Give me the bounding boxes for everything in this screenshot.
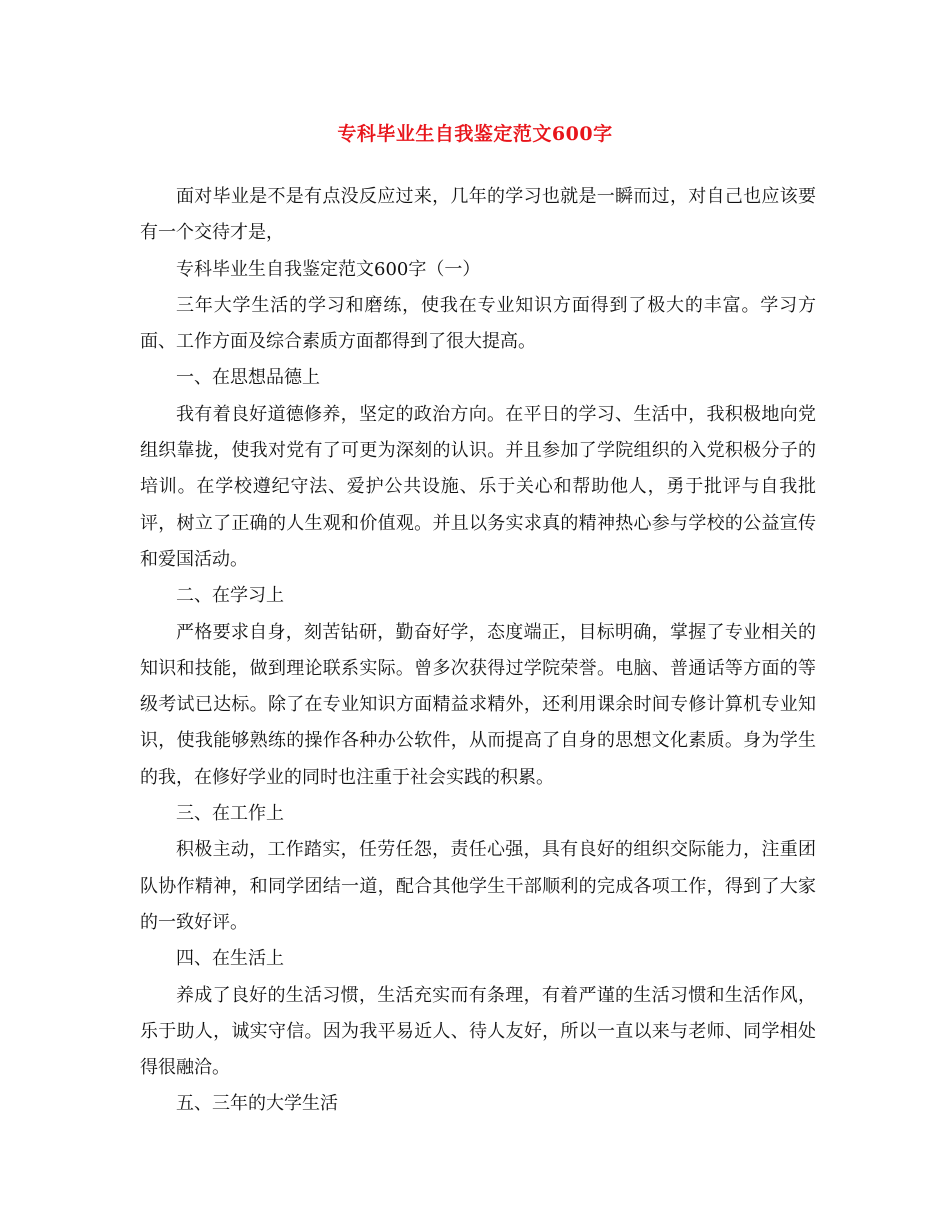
heading-morality: 一、在思想品德上: [176, 367, 320, 389]
heading-college-life: 五、三年的大学生活: [176, 1093, 338, 1115]
document-body: [140, 179, 816, 1123]
heading-work: 三、在工作上: [176, 803, 284, 825]
work-paragraph: 积极主动，工作踏实，任劳任怨，责任心强，具有良好的组织交际能力，注重团队协作精神，和同学团结一道，配合其他学生干部顺利的完成各项工作，得到了大家的一致好评。: [140, 839, 816, 933]
section-subtitle: 专科毕业生自我鉴定范文600字（一）: [176, 258, 481, 280]
life-paragraph: 养成了良好的生活习惯，生活充实而有条理，有着严谨的生活习惯和生活作风，乐于助人，诚实守信。因为我平易近人、待人友好，所以一直以来与老师、同学相处得很融洽。: [140, 984, 816, 1079]
study-paragraph: 严格要求自身，刻苦钻研，勤奋好学，态度端正，目标明确，掌握了专业相关的知识和技能，做到理论联系实际。曾多次获得过学院荣誉。电脑、普通话等方面的等级考试已达标。除了在专业知识方面精益求精外，还利用课余时间专修计算机专业知识，使我能够熟练的操作各种办公软件，从而提高了自身的思想文化素质。身为学生的我，在修好学业的同时也注重于社会实践的积累。: [140, 621, 816, 788]
heading-study: 二、在学习上: [176, 585, 284, 607]
document-title: 专科毕业生自我鉴定范文600字: [337, 123, 613, 145]
intro-paragraph: 面对毕业是不是有点没反应过来，几年的学习也就是一瞬而过，对自己也应该要有一个交待才是，: [140, 186, 816, 244]
heading-life: 四、在生活上: [176, 948, 284, 970]
morality-paragraph: 我有着良好道德修养，坚定的政治方向。在平日的学习、生活中，我积极地向党组织靠拢，使我对党有了可更为深刻的认识。并且参加了学院组织的入党积极分子的培训。在学校遵纪守法、爱护公共设施、乐于关心和帮助他人，勇于批评与自我批评，树立了正确的人生观和价值观。并且以务实求真的精神热心参与学校的公益宣传和爱国活动。: [140, 403, 816, 570]
overview-paragraph: 三年大学生活的学习和磨练，使我在专业知识方面得到了极大的丰富。学习方面、工作方面及综合素质方面都得到了很大提高。: [140, 294, 816, 353]
